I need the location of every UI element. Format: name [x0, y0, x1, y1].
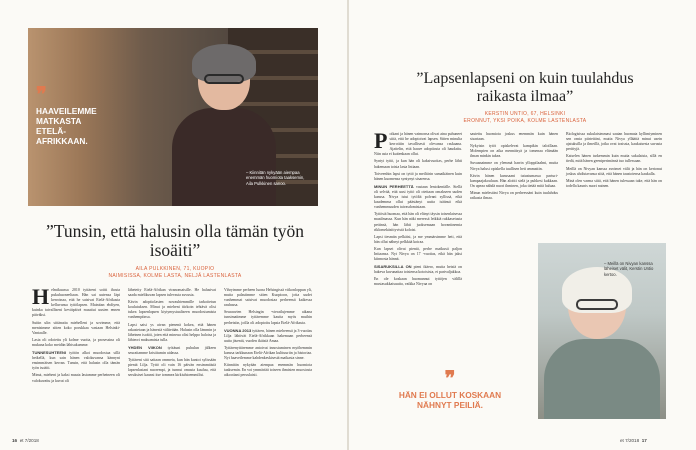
portrait-photo-aila	[28, 28, 318, 206]
text-column-1: Helmikuussa 2010 tyttäreni soitti ihosta pukuhuoneeltaan. Hän sai uutensa läpi kerroinaa, että he saisivat Etelä-Afrikasta kelluvansa tyttölapsen. Mainitan ehdiyen, kuinka taivalliseni kevätpäivä muuttui uusien ennen päiväksi. Suitin ulin sittänatta miehelleni ja sovimme, että menisimme sitten koko porukkaa vastaan Helsinki-Vantaalle. Lasia oli odotettu yli kolme vuotta, ja prosessina oli mukana koko meidän lähisukumme. TUNNESUHTEENI työtön alkoi muodostua sillä hetkellä, kun sain hänen valokuvansa kännyni ensimmäisen kerran. Tunsin, että halusin olla tämän työn isoäiti. Minut, mieheni ja kaksi muuta lastamme perheineen oli valokuvattu ja kuvat oli	[32, 284, 120, 383]
article-title-2: ”Lapsenlapseni on kuin tuulahdus raikasta ilmaa”	[416, 70, 634, 105]
text-column-2: lähetetty Etelä-Afrikan viranomaisille. He halusivat saada mielikuvan lapsen tulevasta suvusta. Kävin adoptiolasten novauhtemmille tarkoitetun koulutuksen. Minut ja mieheni tiirkoin tehtävä olisi tukea lapsenlapsen kiytymystualiseen muodostumista vanhempiinsa. Lapsi saisi ys aivan pienenä kokea, että hänen rakastetaan ja hänestä välitetään. Halusin olla lämmin ja läheinen isoäiti, joten että mineua olisi helppo haloisa ja lähteori maksamista tulla. YHDEN VIIKON työtäuni puhulun jälkeen seuraitamme kristitumin aidassa. Tyttäreni sitä sattaan ommeia, kun hän kantoi sylissään pientä Lilja. Tyttö oli vain 16 päivän ensimmäisiä lapsenlastani nuorempi, ja tunnui omasta kuuluu, että seruksiset kaunsi itse tommea kirkiuhtoemmilisi.	[128, 288, 216, 378]
dropcap: H	[32, 284, 50, 309]
page-footer: 16 et 7/2018	[12, 438, 39, 443]
byline: AILA PULKKINEN, 71, KUOPIO NAIMISISSA, KOLME LASTA, NELJÄ LASTENLASTA	[108, 266, 242, 279]
photo-caption: – Kiinnitän nykyään aiempaa enemmän huomiota taaksemin, Aila Pulkkinen sanoo.	[246, 170, 305, 186]
quote-icon: ❞	[36, 84, 47, 106]
portrait-photo-kerstin	[538, 243, 666, 419]
page-number-2: 17	[641, 438, 647, 443]
page-footer-2: et 7/2018 17	[620, 438, 647, 443]
text-column-5: sautettu huomiota joskus enemmän kuin hänen sisartaan. Nykyisin tytöt opiskelevat kampikin taloillaan. Molempien on aika mennäisyä ja tomenaa elämään ilman minkin tukea. Suvaanaimme on ylemmä harrin ylloppilaalmi, mutta Nivya halusi opiskella tuullisen heti ammattin. Kävin hänen kanssaani tutustumassa parturi-kampaajakouluun. Hän aloitti sielä ja puhkesi kukkaan. On upeaa nähdä nuori ihminen, joka tietää mitä haluaa. Minun mielestäni Nivya on perheessäni kuin tuulahdus raikasta ilmaa.	[470, 132, 558, 201]
article-title: ”Tunsin, että halusin olla tämän työn isoäiti”	[46, 221, 304, 260]
byline-2: KERSTIN UNTIO, 67, HELSINKI ERONNUT, YKSI POIKA, KOLME LASTENLASTA	[463, 111, 587, 124]
text-column-4: Poikani ja hänen vaimonsa olivat aina puhuneet siitä, että he adoptoivat lapsen. Sitten minulta kerrottiin tavallisesti olevansa raskaana. Ajattelin, että haave adoptiosta oli haudattu. Niin asia ei kuitenkaan ollut. Syntyi tyttö, ja kun hän oli kaksivuotias, perhe lähti hakemaan toista lasta Intiaan. Toiveenhin lapsi on tyttö ja meiltärin samaikäinen kuin hänen kuomensa syntynyt sisarensa. MINUN PERHEETTÄ vastaan lentokentälle. Siellä oli selvää, että uusi tyttö oli otettaan omakseen uuden kanssa. Nivya istui tytöltä polvani syllissä, eikä kaudemma ollut päästänyt uutta isäänsä eikä vanhemmuuden taivasdomistaan. Tyttöstä huomaa, että hän oli elänyt täysin toisenlaisessa maailmassa. Kun hän näki meressä leikkiä rukkasetusta pettinsä, hän lähti juoksemaan hovantinemia riklomekäsittyvistä koloist. Lapsi tiesmän pelkäisi, ja me ymmärsimme heti, että hän ollut nähnyt pelkkää koiraa. Kun lapset olivat pieniä, perhe matkusti paljon Intiaansa. Nyt Nivya on 17 -vuotias, eikä hän jaksi kiinnosta hännä. SISARUKSILLA ON pieni ikäero, mutta heistä on hakeva kavunattaa toisiensa kotoisista, ei parivaljakkoa. En ole koskaan huomannut tyttöjen välillä mustasukkaisuutta, vaikka Nivyaa on	[374, 128, 462, 287]
page-number: 16	[12, 438, 18, 443]
left-page	[0, 0, 347, 450]
dropcap-2: P	[374, 128, 388, 153]
text-column-3: Vihryimme perheen luona Helsingissä viikonloppun yli, mutta palastimme sitten Kuopioon, jotta uudet vanhemmat saisivat muodostaa perheensä kaikessa rauhassa. Seuraavien Helsingin -vierailujemme aikana tunsimaiimme tyttäremme kautta myös muihin perheisiin, joilla oli adoptoitu lapsia Etelä-Afrikasta. VUONNA 2013 tyttären, hänen mieheensä ja 3-vuotias Lilja lähtivät Etelä-Afrikkaan hakemaan perheensä uutta jäsentä, vuoden ikäistä Amaa. Tyttärenyttäremme antoivat innostuminen myöhemmin kanssa tarkkunaan Etelä-Afrikan kulttuuriin ja historiaa. Nyt haaveilemme kahdenkeskisestä matkasta sinne. Kiinnitän nykyään aiempaa enemmän huomiota taaksemin. En voi ymmärtää toiseen ihmisten muostosta aikootiani peruslaisti.	[224, 288, 312, 378]
text-column-6: Biologisissa sukulaisimmasi saatan huomata kyllimiyminen sen omia piirteitäni, mutta Nivya ylläättä minut usein ajatuksilla ja ilmeillä, jotka ovat tosissta, kaukaisesta suvusta perittyjä. Katselen hänen tarkemmin kuin muita sukulaisia, sillä en tiedä, mitä hänen geeniperimänsä tuo tullessaan. Meillä on Nivyan kanssa avoimet välit ja hän on kertonut joskus ahdistavansa siitä, että hänen taustoiensa kaukalla. Minä olen varma siitä, että hänen tulessaan tuke, että hän on todella kaunis nuori nainen.	[566, 132, 662, 188]
photo-caption-2: – Meillä on Nivyan kanssa läheiset välit, Kerstin Untio kertoo.	[604, 261, 654, 277]
pull-quote-2: ❞ HÄN EI OLLUT KOSKAAN NÄHNYT PEILIÄ.	[395, 372, 505, 410]
quote-icon: ❞	[444, 368, 456, 390]
pull-quote: ❞ HAAVEILEMME MATKASTA ETELÄ-AFRIKKAAN.	[36, 88, 106, 146]
